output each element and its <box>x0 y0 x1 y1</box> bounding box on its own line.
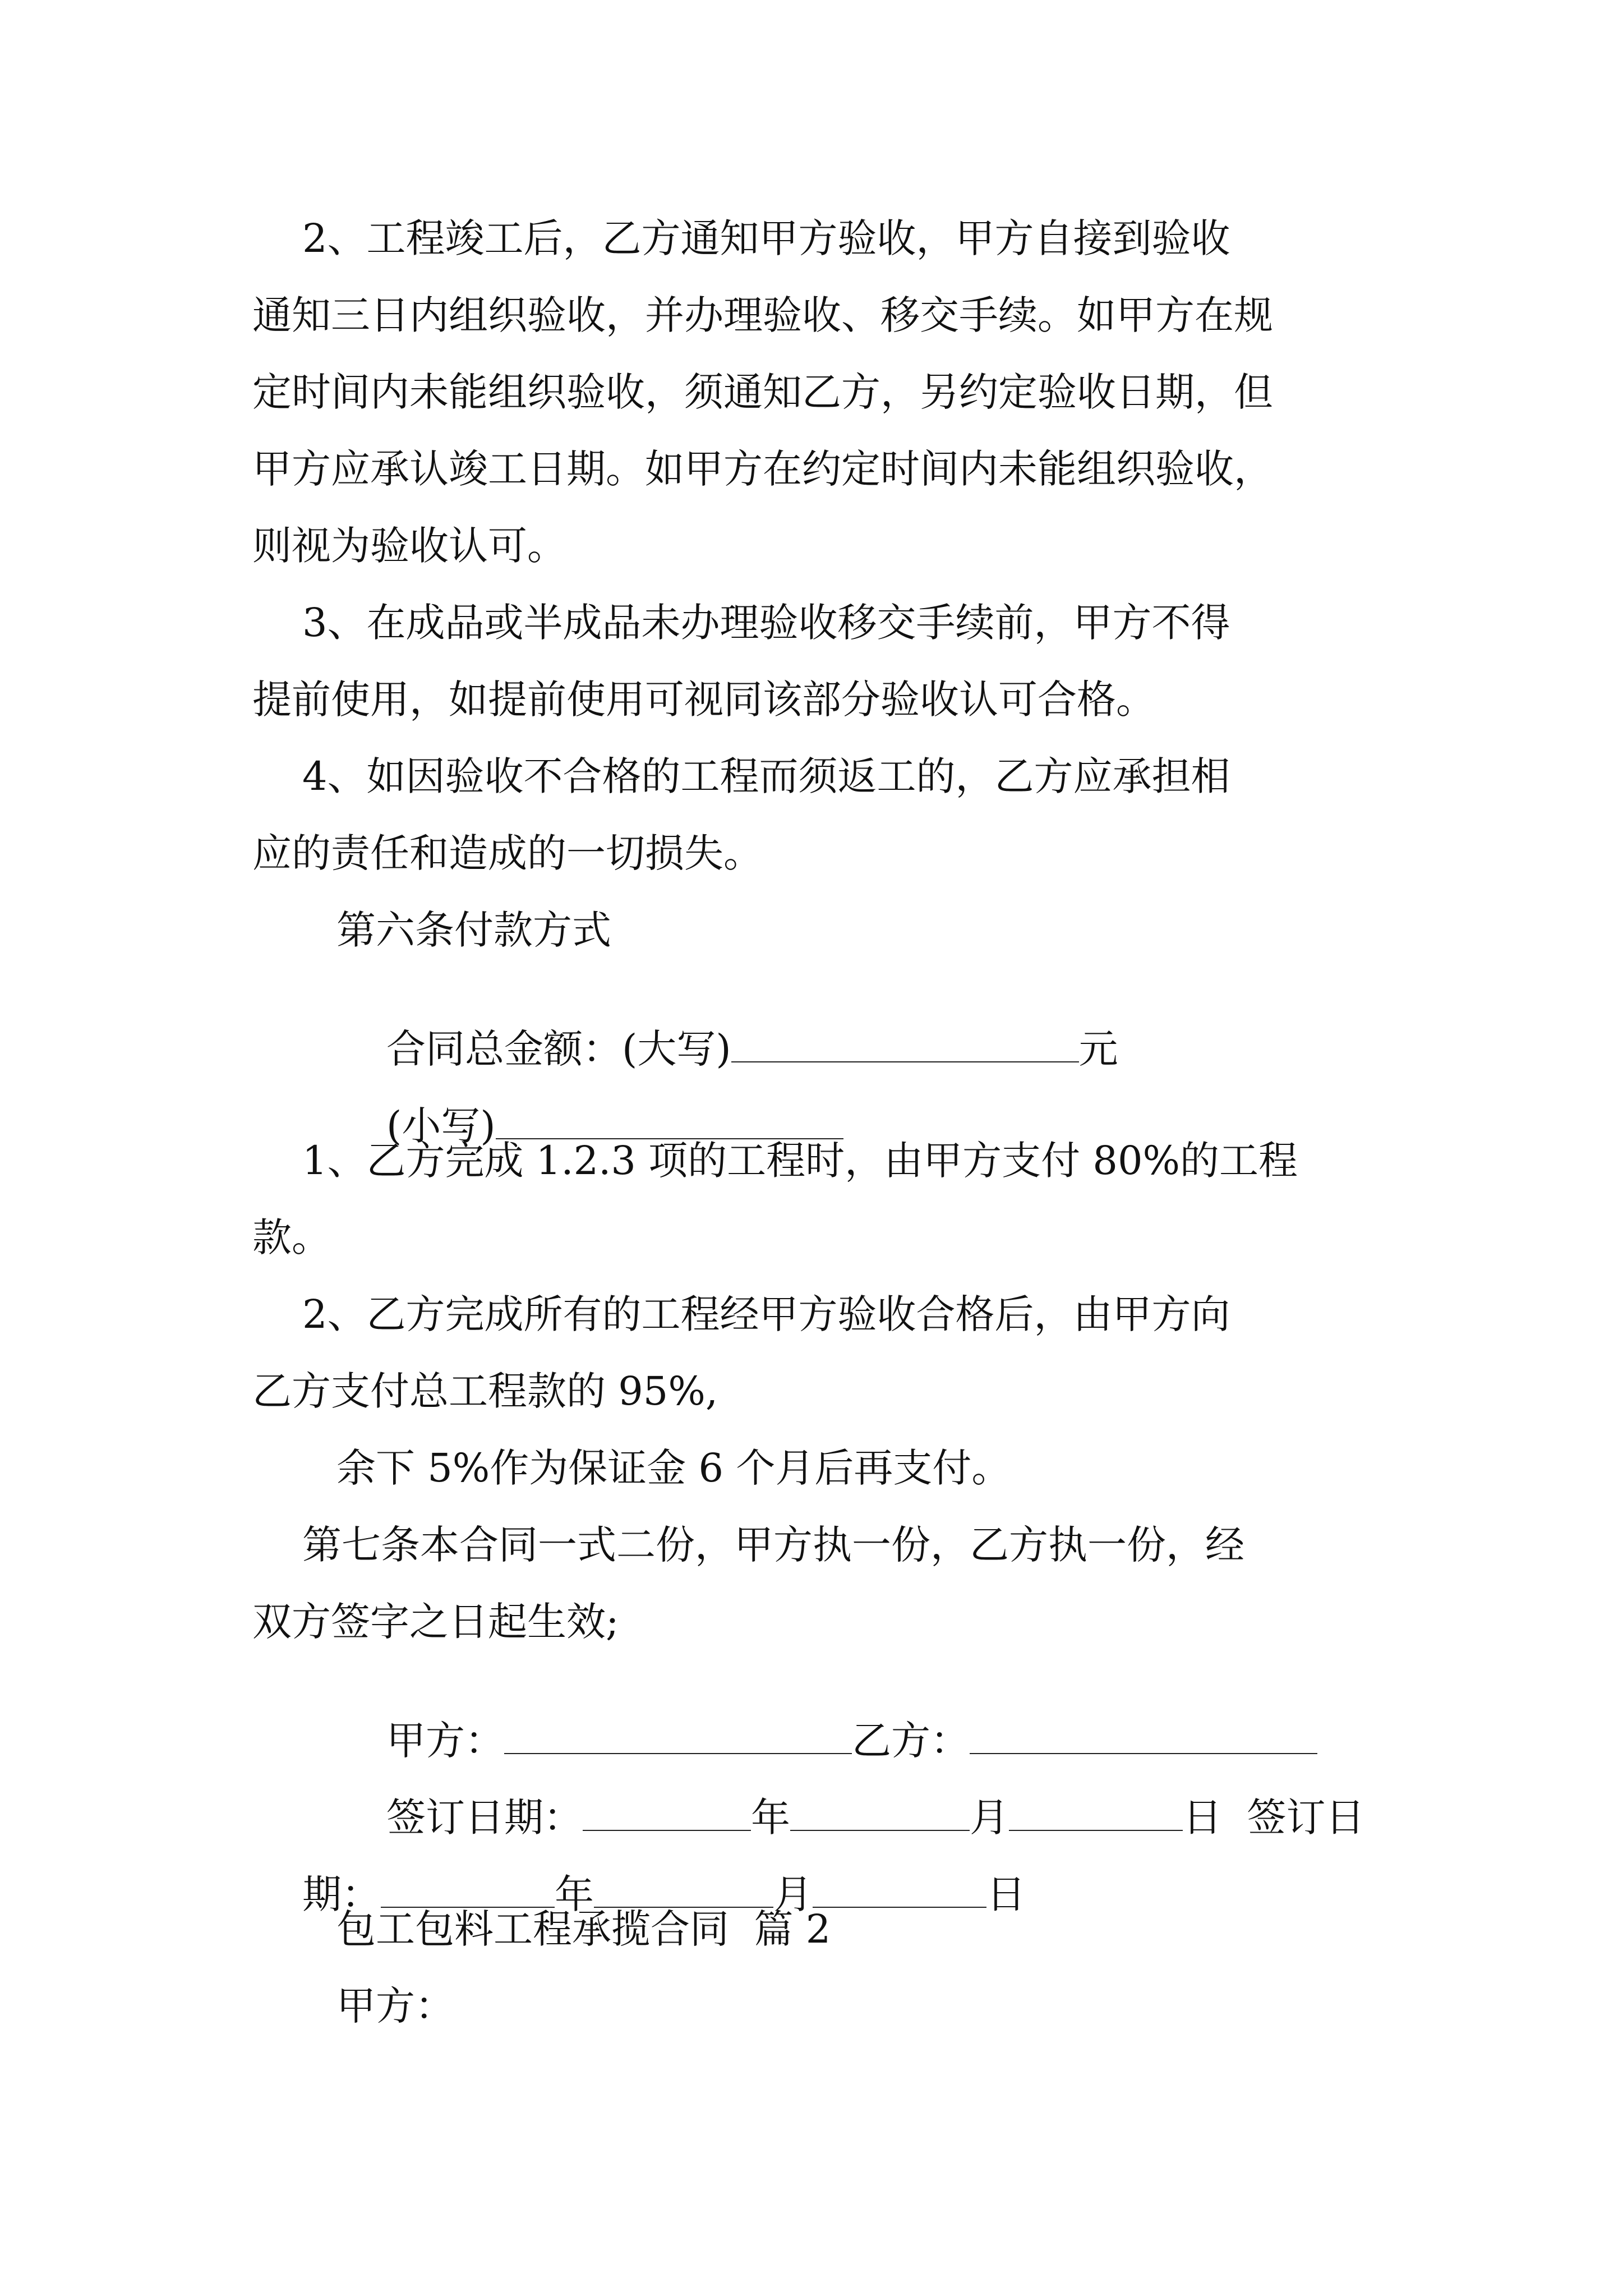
para-acceptance-2-line-5: 则视为验收认可。 <box>252 523 566 569</box>
para-acceptance-2-line-2: 通知三日内组织验收，并办理验收、移交手续。如甲方在规 <box>252 292 1273 338</box>
total-amount-small-label: (小写) <box>386 1103 496 1149</box>
payment-1-line-1: 1、乙方完成 1.2.3 项的工程时，由甲方支付 80%的工程 <box>252 1138 1298 1184</box>
article-7-line-2: 双方签字之日起生效; <box>252 1599 619 1645</box>
contract-2-party-a: 甲方： <box>336 1983 454 2029</box>
sign-date-label-2-end: 期： <box>302 1871 381 1917</box>
total-amount-blank[interactable] <box>731 1027 1079 1062</box>
payment-2-line-1: 2、乙方完成所有的工程经甲方验收合格后，由甲方向 <box>252 1291 1230 1337</box>
party-a-blank[interactable] <box>504 1718 852 1754</box>
sign-day-blank-2[interactable] <box>813 1872 986 1908</box>
total-amount-unit: 元 <box>1078 1026 1118 1072</box>
sign-month-blank[interactable] <box>790 1795 970 1831</box>
month-label: 月 <box>970 1795 1009 1841</box>
payment-1-line-2: 款。 <box>252 1214 331 1260</box>
para-acceptance-2-line-3: 定时间内未能组织验收，须通知乙方，另约定验收日期，但 <box>252 369 1273 415</box>
total-amount-label: 合同总金额：(大写) <box>386 1026 731 1072</box>
para-acceptance-2-line-1: 2、工程竣工后，乙方通知甲方验收，甲方自接到验收 <box>252 215 1230 261</box>
payment-2-line-2: 乙方支付总工程款的 95%, <box>252 1368 718 1414</box>
sign-month-blank-2[interactable] <box>594 1872 773 1908</box>
party-b-label: 乙方： <box>852 1718 970 1764</box>
sign-year-blank-2[interactable] <box>381 1872 555 1908</box>
party-b-blank[interactable] <box>970 1718 1317 1754</box>
total-amount-small-blank[interactable] <box>496 1103 843 1139</box>
payment-remainder: 余下 5%作为保证金 6 个月后再支付。 <box>336 1445 1011 1491</box>
sign-date-label: 签订日期： <box>386 1795 583 1841</box>
article-6-title: 第六条付款方式 <box>336 907 611 953</box>
sign-day-blank[interactable] <box>1009 1795 1183 1831</box>
contract-2-title: 包工包料工程承揽合同 篇 2 <box>336 1906 831 1952</box>
para-acceptance-2-line-4: 甲方应承认竣工日期。如甲方在约定时间内未能组织验收， <box>252 446 1273 492</box>
party-a-label: 甲方： <box>386 1718 505 1764</box>
year-label: 年 <box>751 1795 791 1841</box>
sign-year-blank[interactable] <box>583 1795 751 1831</box>
day-label: 日 <box>1183 1795 1223 1841</box>
sign-date-label-2: 签订日 <box>1247 1795 1365 1841</box>
para-acceptance-3-line-1: 3、在成品或半成品未办理验收移交手续前，甲方不得 <box>252 600 1230 646</box>
para-acceptance-3-line-2: 提前使用，如提前使用可视同该部分验收认可合格。 <box>252 677 1155 723</box>
para-acceptance-4-line-1: 4、如因验收不合格的工程而须返工的，乙方应承担相 <box>252 753 1230 799</box>
article-7-line-1: 第七条本合同一式二份，甲方执一份，乙方执一份，经 <box>252 1522 1245 1568</box>
year-label-2: 年 <box>555 1871 594 1917</box>
day-label-2: 日 <box>986 1871 1026 1917</box>
para-acceptance-4-line-2: 应的责任和造成的一切损失。 <box>252 830 763 876</box>
month-label-2: 月 <box>773 1871 813 1917</box>
